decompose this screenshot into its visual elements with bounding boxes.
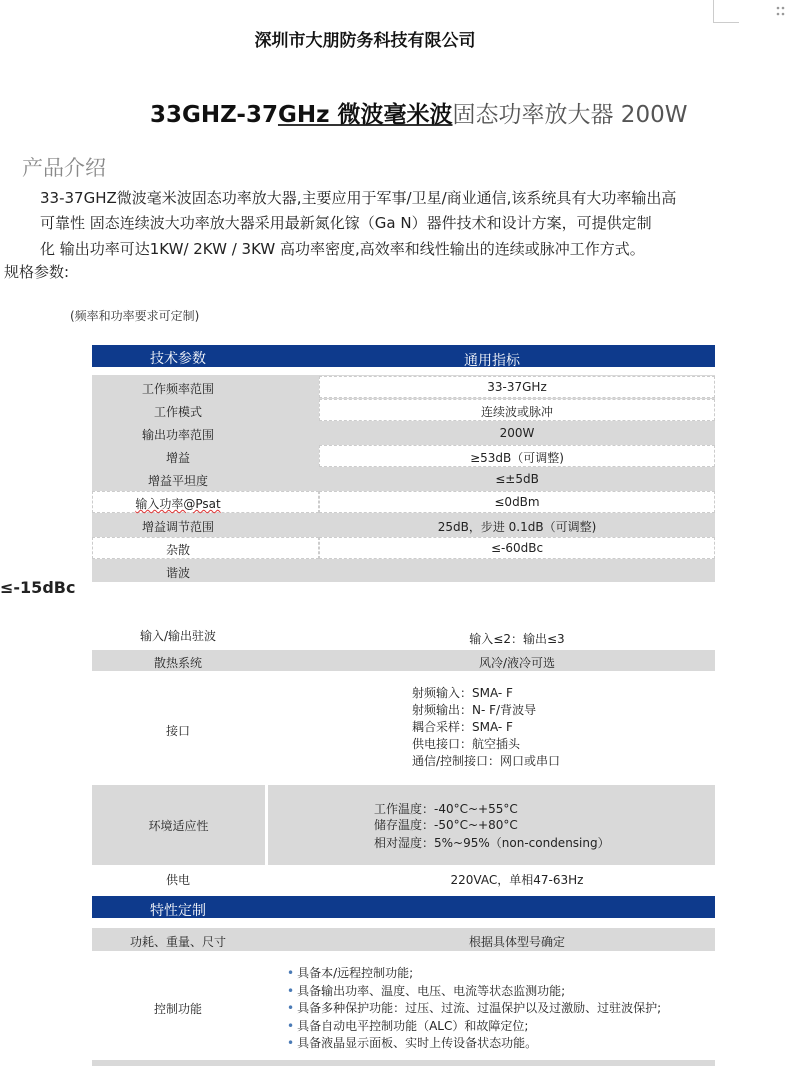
row-value: 220VAC，单相47-63Hz — [450, 873, 584, 887]
customization-note: (频率和功率要求可定制) — [70, 309, 200, 323]
row-label: 增益平坦度 — [147, 474, 208, 488]
table-bottom-band — [92, 1060, 715, 1066]
environment-line: 储存温度：-50°C~+80°C — [374, 818, 518, 832]
table-row — [92, 399, 715, 421]
environment-list — [374, 801, 610, 851]
environment-value-cell — [268, 785, 715, 865]
row-value: 25dB，步进 0.1dB（可调整) — [437, 520, 597, 534]
table-row — [92, 376, 715, 398]
row-value: 33-37GHz — [487, 380, 547, 394]
table-row — [92, 491, 715, 513]
row-label: 工作频率范围 — [141, 382, 214, 396]
bullet-icon: • — [287, 966, 295, 980]
control-item: • 具备液晶显示面板、实时上传设备状态功能。 — [287, 1036, 538, 1050]
intro-line-3: 化 输出功率可达1KW/ 2KW / 3KW 高功率密度,高效率和线性输出的连续或脉冲工作方式。 — [40, 240, 645, 258]
row-value: 风冷/液冷可选 — [478, 656, 556, 670]
title-part2: GHz 微波毫米波 — [277, 102, 453, 128]
row-label: 增益 — [165, 451, 190, 465]
control-list — [287, 965, 661, 1053]
row-label: 输入功率@Psat — [135, 497, 221, 511]
interface-list — [412, 685, 560, 770]
header-col1: 技术参数 — [150, 351, 206, 367]
control-item: • 具备多种保护功能：过压、过流、过温保护以及过激励、过驻波保护; — [287, 1001, 662, 1015]
control-item: • 具备输出功率、温度、电压、电流等状态监测功能; — [287, 983, 566, 998]
table-row — [92, 422, 715, 444]
bullet-icon: • — [287, 1018, 295, 1033]
row-label: 散热系统 — [153, 656, 202, 670]
title-part1: 33GHZ-37 — [150, 102, 278, 128]
harmonic-value: ≤-15dBc — [0, 578, 76, 597]
more-options-icon[interactable] — [775, 4, 789, 18]
company-name: 深圳市大朋防务科技有限公司 — [254, 31, 476, 51]
product-title — [150, 96, 687, 129]
interface-line: 耦合采样：SMA- F — [412, 720, 513, 734]
table-row — [92, 468, 715, 490]
intro-line-1: 33-37GHZ微波毫米波固态功率放大器,主要应用于军事/卫星/商业通信,该系统具有大功率输出高 — [40, 189, 677, 207]
size-row — [92, 928, 715, 951]
row-value: ≥53dB（可调整) — [470, 451, 564, 465]
bullet-icon: • — [287, 1036, 295, 1050]
row-value: ≤-60dBc — [490, 541, 544, 555]
bullet-icon: • — [287, 1001, 295, 1015]
table-row — [92, 445, 715, 467]
row-label: 控制功能 — [153, 1002, 202, 1016]
row-label: 谐波 — [165, 566, 190, 580]
row-value: 输入≤2：输出≤3 — [469, 632, 565, 646]
row-label: 供电 — [165, 873, 190, 887]
row-label: 环境适应性 — [148, 819, 209, 833]
row-value: ≤±5dB — [495, 472, 539, 486]
intro-line-2: 可靠性 固态连续波大功率放大器采用最新氮化镓（Ga N）器件技术和设计方案，可提供定制 — [40, 214, 652, 232]
vswr-row — [92, 627, 715, 647]
custom-header — [92, 896, 715, 918]
row-label: 接口 — [165, 724, 190, 738]
row-label: 工作模式 — [153, 405, 202, 419]
title-part3: 固态功率放大器 200W — [452, 102, 688, 128]
interface-row — [92, 685, 715, 775]
table-row — [92, 537, 715, 559]
row-label: 输出功率范围 — [141, 428, 214, 442]
table-row — [92, 560, 715, 582]
control-row — [92, 963, 715, 1058]
specs-label: 规格参数: — [4, 263, 70, 281]
cooling-row — [92, 650, 715, 671]
header-col2: 通用指标 — [464, 353, 520, 369]
bullet-icon: • — [287, 983, 295, 998]
control-item: • 具备自动电平控制功能（ALC）和故障定位; — [287, 1018, 529, 1033]
table-header — [92, 345, 715, 367]
interface-line: 通信/控制接口：网口或串口 — [412, 754, 561, 768]
environment-line: 工作温度：-40°C~+55°C — [374, 802, 518, 816]
custom-header-label: 特性定制 — [150, 903, 206, 919]
power-row — [92, 867, 715, 889]
row-label: 功耗、重量、尺寸 — [129, 935, 226, 949]
environment-label-cell — [92, 785, 265, 865]
interface-line: 射频输入：SMA- F — [412, 686, 513, 700]
intro-heading: 产品介绍 — [22, 156, 106, 180]
row-value: 连续波或脉冲 — [480, 405, 553, 419]
interface-line: 射频输出：N- F/背波导 — [412, 703, 537, 717]
page-corner-mark — [713, 0, 739, 23]
row-value: ≤0dBm — [494, 495, 540, 509]
environment-line: 相对湿度：5%~95%（non-condensing） — [374, 836, 610, 850]
row-label: 增益调节范围 — [141, 520, 214, 534]
row-label: 杂散 — [165, 543, 190, 557]
row-label: 输入/输出驻波 — [139, 629, 217, 643]
row-value: 根据具体型号确定 — [468, 935, 565, 949]
table-row — [92, 514, 715, 536]
row-value: 200W — [499, 426, 535, 440]
control-item: • 具备本/远程控制功能; — [287, 966, 414, 980]
interface-line: 供电接口：航空插头 — [412, 737, 521, 751]
